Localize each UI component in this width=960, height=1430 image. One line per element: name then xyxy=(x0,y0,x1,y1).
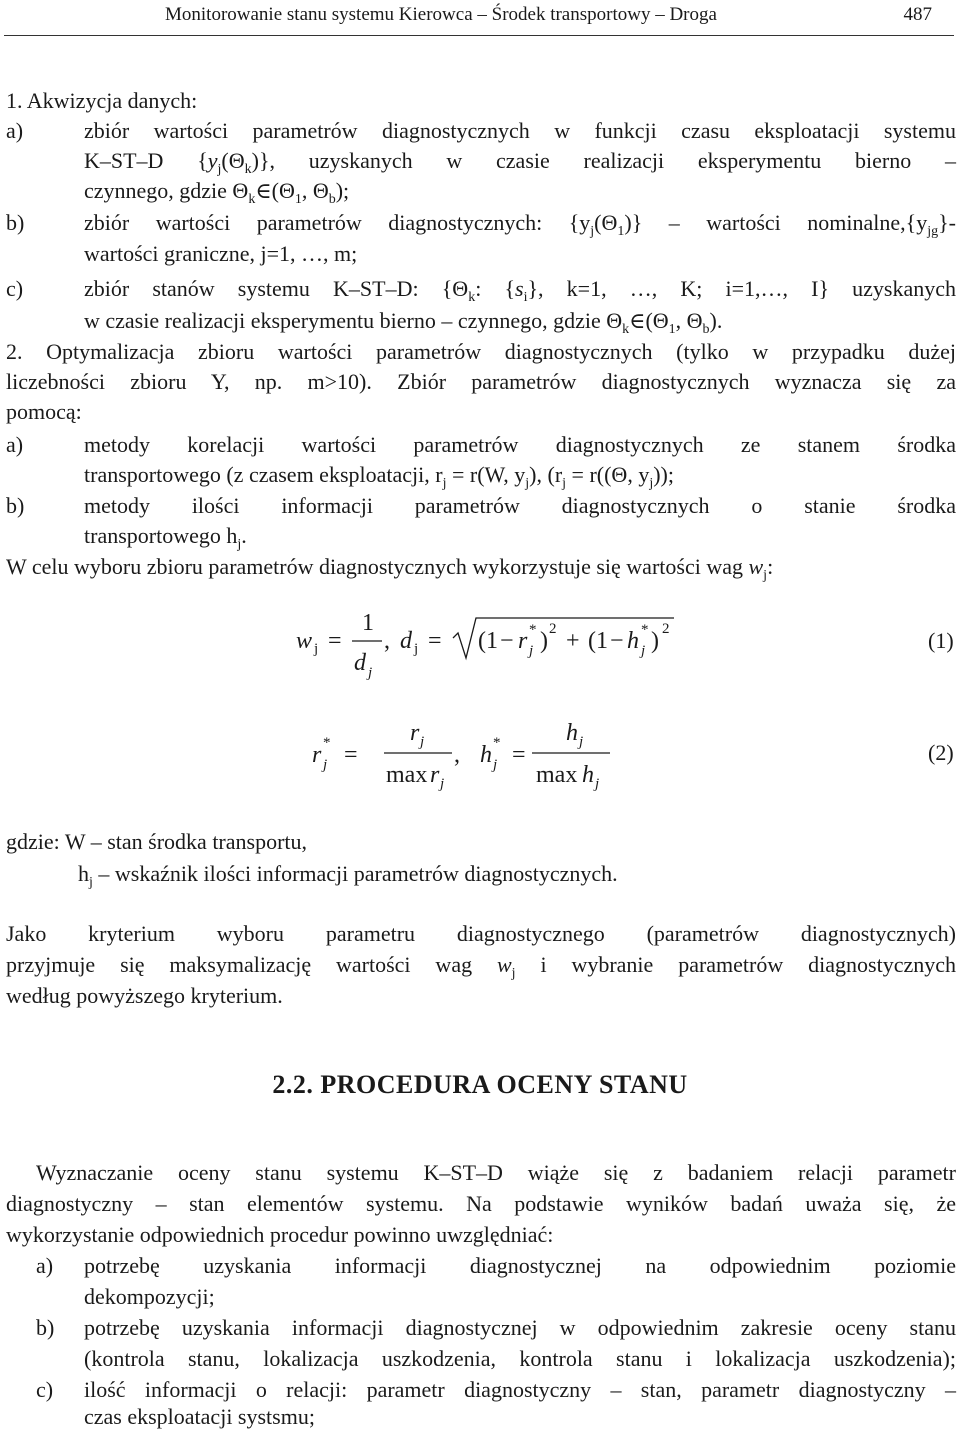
eq1-d-sub: j xyxy=(414,641,419,657)
eq1-close2: ) xyxy=(651,628,659,654)
eq2-r-sub: j xyxy=(323,757,328,773)
section1-c-line2: w czasie realizacji eksperymentu bierno – czynnego, gdzie $\Theta_k\in(\Theta_1$, $\Theta_b$). xyxy=(84,308,723,337)
section2-a-label: a) xyxy=(6,432,24,457)
procedura-c-label: c) xyxy=(36,1377,54,1402)
eq1-numerator: 1 xyxy=(362,610,374,636)
eq1-r: r xyxy=(518,628,528,654)
procedura-b-label: b) xyxy=(36,1315,55,1340)
eq2-r-star: * xyxy=(323,735,331,751)
procedura-b-line2: (kontrola stanu, lokalizacja uszkodzenia, kontrola stanu i lokalizacja uszkodzenia); xyxy=(84,1346,956,1371)
eq1-sq2: 2 xyxy=(662,621,670,637)
eq1-r-sub: j xyxy=(529,643,534,659)
section1-a-line3: czynnego, gdzie $\Theta_k\in(\Theta_1$, $\Theta_b$); xyxy=(84,178,350,207)
eq2-r: r xyxy=(312,742,322,768)
eq2-h: h xyxy=(480,742,492,768)
equation-2 xyxy=(300,710,640,800)
procedura-c-line1: ilość informacji o relacji: parametr diagnostyczny – stan, parametr diagnostyczny – xyxy=(84,1377,956,1402)
eq1-w: w xyxy=(296,628,313,654)
eq2-h-star: * xyxy=(493,735,501,751)
section2-line3: pomocą: xyxy=(6,399,82,424)
eq1-comma: , xyxy=(384,628,390,654)
procedura-a-label: a) xyxy=(36,1253,54,1278)
section2-weights-line: W celu wyboru zbioru parametrów diagnostycznych wykorzystuje się wartości wag $w_j$: xyxy=(6,554,774,583)
eq1-h: h xyxy=(627,628,639,654)
section1-c-label: c) xyxy=(6,276,24,301)
section-heading: 2.2. PROCEDURA OCENY STANU xyxy=(272,1070,688,1099)
eq2-num-h: h xyxy=(566,720,578,746)
eq1-paren1: (1 xyxy=(478,628,498,654)
eq2-num-h-sub: j xyxy=(579,734,584,750)
eq1-r-star: * xyxy=(529,622,537,638)
equation-1-number: (1) xyxy=(928,628,954,653)
section2-b-line2: transportowego $h_j$. xyxy=(84,523,247,552)
eq1-paren2: (1 xyxy=(588,628,608,654)
equation-2-number: (2) xyxy=(928,740,954,765)
page-number: 487 xyxy=(903,4,932,25)
section1-heading: 1. Akwizycja danych: xyxy=(6,88,198,113)
eq1-minus2: − xyxy=(610,628,624,654)
running-header-title: Monitorowanie stanu systemu Kierowca – Środek transportowy – Droga xyxy=(165,4,717,25)
eq1-d: d xyxy=(400,628,412,654)
eq1-close1: ) xyxy=(540,628,548,654)
procedura-line3: wykorzystanie odpowiednich procedur powinno uwzględniać: xyxy=(6,1222,554,1247)
eq2-h-sub: j xyxy=(493,757,498,773)
equation-1 xyxy=(290,600,710,690)
section1-c-line1: zbiór stanów systemu K–ST–D: {$\Theta_k$: $\{s_i\}$, k=1, …, K; i=1,…, I} uzyskanych xyxy=(84,276,957,305)
eq2-num-r-sub: j xyxy=(420,734,425,750)
eq2-den-r: r xyxy=(430,762,440,788)
eq2-max-1: max xyxy=(386,762,428,788)
gdzie-line1: gdzie: W – stan środka transportu, xyxy=(6,829,308,854)
section1-a-label: a) xyxy=(6,118,24,143)
procedura-c-line2: czas eksploatacji systsmu; xyxy=(84,1404,315,1429)
eq1-w-sub: j xyxy=(314,641,319,657)
eq1-denominator-d: d xyxy=(354,650,366,676)
eq2-den-h: h xyxy=(582,762,594,788)
section2-b-line1: metody ilości informacji parametrów diagnostycznych o stanie środka xyxy=(84,493,956,518)
eq1-equals: = xyxy=(328,628,342,654)
eq1-minus1: − xyxy=(500,628,514,654)
eq1-h-star: * xyxy=(641,622,649,638)
eq1-equals-2: = xyxy=(428,628,442,654)
eq2-num-r: r xyxy=(410,720,420,746)
eq1-h-sub: j xyxy=(641,643,646,659)
eq1-plus: + xyxy=(566,628,580,654)
section1-b-label: b) xyxy=(6,210,25,235)
gdzie-line2: $h_j$ – wskaźnik ilości informacji parametrów diagnostycznych. xyxy=(78,861,618,890)
section1-a-line1: zbiór wartości parametrów diagnostycznych w funkcji czasu eksploatacji systemu xyxy=(84,118,956,143)
eq2-equals-1: = xyxy=(344,742,358,768)
procedura-line1: Wyznaczanie oceny stanu systemu K–ST–D wiąże się z badaniem relacji parametr xyxy=(36,1160,956,1185)
eq1-denominator-sub: j xyxy=(368,665,373,681)
section2-line2: liczebności zbioru Y, np. m>10). Zbiór parametrów diagnostycznych wyznacza się za xyxy=(6,369,956,394)
eq2-max-2: max xyxy=(536,762,578,788)
kryterium-line3: według powyższego kryterium. xyxy=(6,983,283,1008)
kryterium-line2: przyjmuje się maksymalizację wartości wag $w_j$ i wybranie parametrów diagnostycznych xyxy=(6,952,956,981)
eq2-comma: , xyxy=(454,742,460,768)
procedura-b-line1: potrzebę uzyskania informacji diagnostycznej w odpowiednim zakresie oceny stanu xyxy=(84,1315,956,1340)
section1-b-line1: zbiór wartości parametrów diagnostycznych: $\{y_j(\Theta_1)\}$ – wartości $nominalne,\{y_{jg}\}-$ xyxy=(84,210,956,239)
procedura-line2: diagnostyczny – stan elementów systemu. Na podstawie wyników badań uważa się, że xyxy=(6,1191,956,1216)
eq2-den-r-sub: j xyxy=(440,776,445,792)
procedura-a-line2: dekompozycji; xyxy=(84,1284,215,1309)
eq2-den-h-sub: j xyxy=(595,776,600,792)
procedura-a-line1: potrzebę uzyskania informacji diagnostycznej na odpowiednim poziomie xyxy=(84,1253,956,1278)
section2-a-line1: metody korelacji wartości parametrów diagnostycznych ze stanem środka xyxy=(84,432,956,457)
eq2-equals-2: = xyxy=(512,742,526,768)
kryterium-line1: Jako kryterium wyboru parametru diagnostycznego (parametrów diagnostycznych) xyxy=(6,921,956,946)
section1-b-line2: wartości graniczne, j=1, …, m; xyxy=(84,241,358,266)
section2-b-label: b) xyxy=(6,493,25,518)
section1-a-line2: K–ST–D $\{y_j(\Theta_k)\}$, uzyskanych w czasie realizacji eksperymentu bierno – xyxy=(84,148,956,177)
eq1-sq1: 2 xyxy=(549,621,557,637)
section2-line1: 2. Optymalizacja zbioru wartości parametrów diagnostycznych (tylko w przypadku dużej xyxy=(6,339,956,364)
section2-a-line2: transportowego (z czasem eksploatacji, $r_j = r(W$, $y_j$), ($r_j = r((\Theta$, $y_j$)); xyxy=(84,462,674,491)
